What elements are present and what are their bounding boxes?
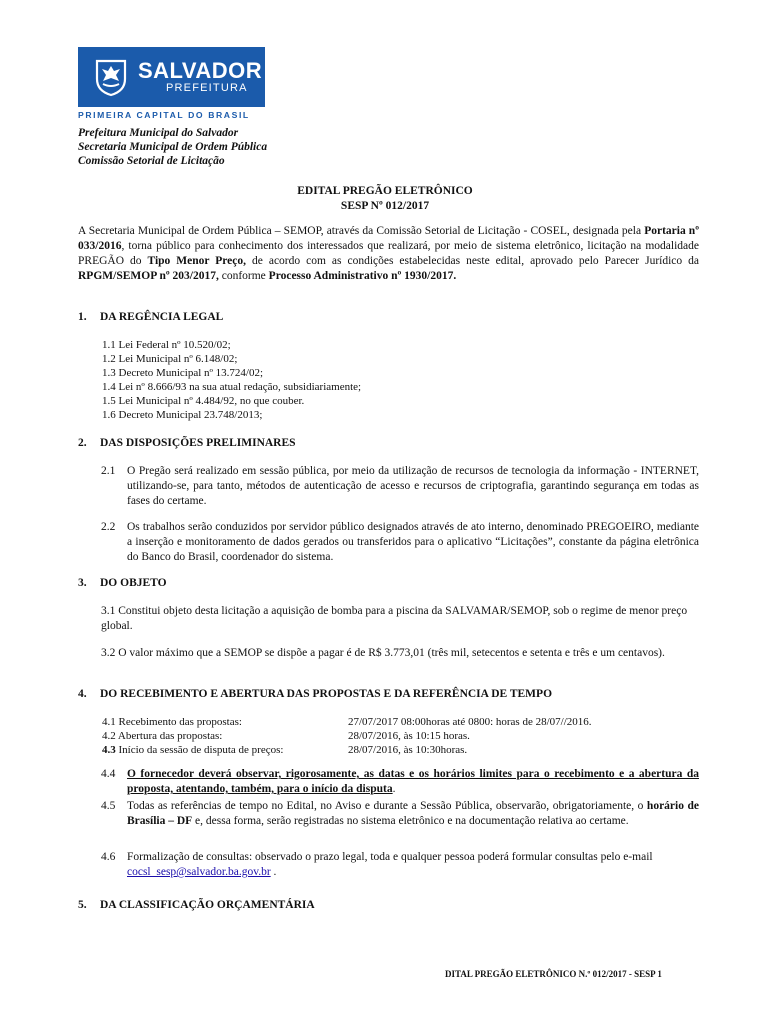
salvador-crest-icon [91,57,131,97]
logo-subtitle: PREFEITURA [166,82,248,94]
schedule-label: Início da sessão de disputa de preços: [115,744,284,756]
intro-paragraph [78,224,699,284]
clause-text: Os trabalhos serão conduzidos por servidor público designados através de ato interno, denominado PREGOEIRO, mediante a inserção e monitoramento de dados gerados ou transferidos para o aplicativo “Licitações”, constante da página eletrônica do Banco do Brasil, coordenador do sistema. [127,521,699,563]
section-title: DO OBJETO [100,577,167,589]
intro-portaria: Portaria nº 033/2016 [78,225,699,252]
section-number: 3. [78,577,87,589]
clause-text [127,850,699,880]
header-line-3: Comissão Setorial de Licitação [78,155,225,167]
clause-text-end: . [392,783,396,795]
law-item: 1.3 Decreto Municipal nº 13.724/02; [102,367,264,379]
schedule-label: 4.2 Abertura das propostas: [102,730,223,742]
law-item: 1.2 Lei Municipal nº 6.148/02; [102,353,238,365]
intro-text-g: conforme [218,270,269,282]
clause-text [127,767,699,797]
schedule-value: 28/07/2016, às 10:15 horas. [348,730,470,742]
clause-text-a: Todas as referências de tempo no Edital, no Aviso e durante a Sessão Pública, observarão, obrigatoriamente, o [127,800,647,812]
email-link[interactable]: cocsl_sesp@salvador.ba.gov.br [127,866,271,878]
section-title: DA CLASSIFICAÇÃO ORÇAMENTÁRIA [100,899,315,911]
section-number: 1. [78,311,87,323]
clause-3-2: 3.2 O valor máximo que a SEMOP se dispõe a pagar é de R$ 3.773,01 (três mil, setecentos e setenta e três e um centavos). [101,647,665,659]
section-title: DAS DISPOSIÇÕES PRELIMINARES [100,437,296,449]
document-subtitle: SESP Nº 012/2017 [340,200,430,212]
logo-tagline: PRIMEIRA CAPITAL DO BRASIL [78,110,250,120]
intro-text-c: , torna público para conhecimento dos interessados que realizará, por meio de sistema eletrônico, licitação na modalidade PREGÃO do [78,240,699,267]
clause-text-a: Formalização de consultas: observado o prazo legal, toda e qualquer pessoa poderá formular consultas pelo e-mail [127,851,653,863]
clause-emphasis: O fornecedor deverá observar, rigorosamente, as datas e os horários limites para o recebimento e a abertura da proposta, atentando, também, para o início da disputa [127,768,699,795]
law-item: 1.6 Decreto Municipal 23.748/2013; [102,409,263,421]
clause-number: 4.6 [101,851,116,863]
clause-number: 2.2 [101,521,116,533]
header-line-1: Prefeitura Municipal do Salvador [78,127,239,139]
intro-text-e: de acordo com as condições estabelecidas neste edital, aprovado pelo Parecer Jurídico da [246,255,699,267]
section-title: DA REGÊNCIA LEGAL [100,311,224,323]
intro-tipo: Tipo Menor Preço, [147,255,247,267]
page-footer: DITAL PREGÃO ELETRÔNICO N.º 012/2017 - SESP 1 [445,969,662,979]
clause-number: 4.5 [101,800,116,812]
clause-number: 2.1 [101,465,116,477]
clause-text: O Pregão será realizado em sessão pública, por meio da utilização de recursos de tecnologia da informação - INTERNET, utilizando-se, para tanto, métodos de autenticação de acesso e recursos de criptografia, garantindo segurança em todas as fases do certame. [127,465,699,507]
law-item: 1.5 Lei Municipal nº 4.484/92, no que couber. [102,395,305,407]
section-number: 5. [78,899,87,911]
header-line-2: Secretaria Municipal de Ordem Pública [78,141,268,153]
section-number: 4. [78,688,87,700]
schedule-label-row [102,744,283,758]
schedule-label-number: 4.3 [102,744,116,756]
schedule-value: 27/07/2017 08:00horas até 0800: horas de 28/07//2016. [348,716,592,728]
intro-text-a: A Secretaria Municipal de Ordem Pública – SEMOP, através da Comissão Setorial de Licitação - COSEL, designada pela [78,225,645,237]
clause-number: 4.4 [101,768,116,780]
section-title: DO RECEBIMENTO E ABERTURA DAS PROPOSTAS E DA REFERÊNCIA DE TEMPO [100,688,553,700]
document-title: EDITAL PREGÃO ELETRÔNICO [297,185,473,197]
clause-3-1: 3.1 Constitui objeto desta licitação a aquisição de bomba para a piscina da SALVAMAR/SEMOP, sob o regime de menor preço global. [101,605,688,632]
intro-processo: Processo Administrativo nº 1930/2017. [268,270,457,282]
prefeitura-logo [78,47,265,107]
logo-name: SALVADOR [138,58,263,83]
clause-text-c: e, dessa forma, serão registradas no sistema eletrônico e na documentação relativa ao certame. [192,815,629,827]
clause-text [127,799,699,829]
clause-text-c: . [270,866,277,878]
law-item: 1.4 Lei nº 8.666/93 na sua atual redação, subsidiariamente; [102,381,362,393]
schedule-label: 4.1 Recebimento das propostas: [102,716,242,728]
intro-parecer: RPGM/SEMOP nº 203/2017, [78,270,219,282]
schedule-value: 28/07/2016, às 10:30horas. [348,744,468,756]
law-item: 1.1 Lei Federal nº 10.520/02; [102,339,231,351]
clause-emphasis: horário de Brasília – DF [127,800,699,827]
section-number: 2. [78,437,87,449]
